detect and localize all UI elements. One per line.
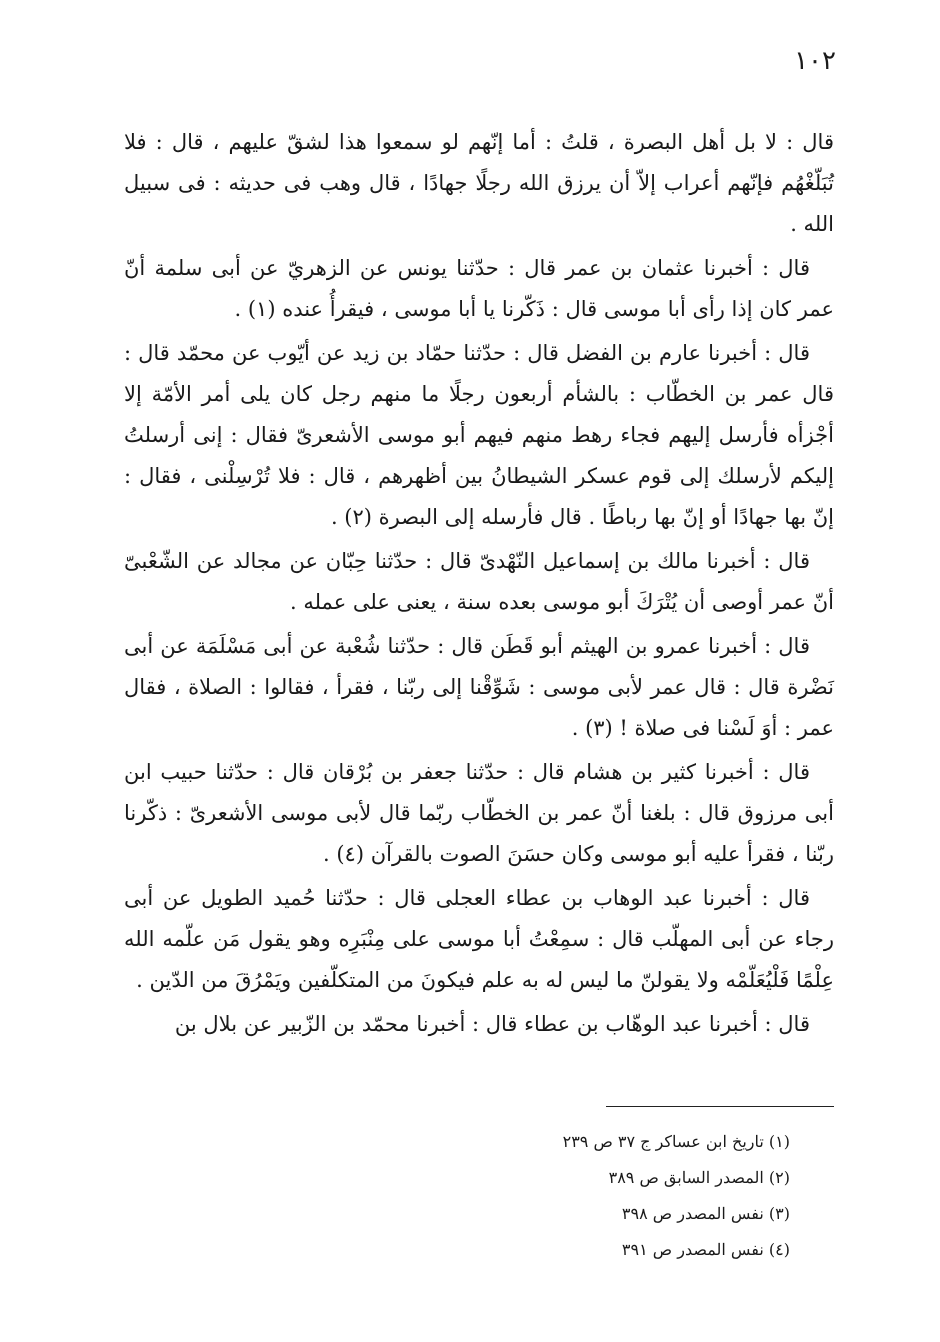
page-number: ١٠٢ (794, 46, 836, 76)
footnote-divider (606, 1106, 834, 1107)
footnote: (١) تاريخ ابن عساكر ج ٣٧ ص ٢٣٩ (562, 1132, 790, 1151)
paragraph: قال : أخبرنا عبد الوهاب بن عطاء العجلى قال : حدّثنا حُميد الطويل عن أبى رجاء عن أبى المهلّب قال : سمِعْتُ أبا موسى على مِنْبَرِه وهو يقول مَن علّمه الله عِلْمًا فَلْيُعَلّمْه ولا يقولنّ ما ليس له به علم فيكونَ من المتكلّفين ويَمْرُقَ من الدّين . (124, 886, 834, 992)
footnote: (٢) المصدر السابق ص ٣٨٩ (608, 1168, 790, 1187)
paragraph: قال : أخبرنا كثير بن هشام قال : حدّثنا جعفر بن بُرْقان قال : حدّثنا حبيب ابن أبى مرزوق قال : بلغنا أنّ عمر بن الخطّاب ربّما قال لأبى موسى الأشعرىّ : ذكّرنا ربّنا ، فقرأ عليه أبو موسى وكان حسَنَ الصوت بالقرآن (٤) . (124, 760, 834, 866)
footnote: (٤) نفس المصدر ص ٣٩١ (621, 1240, 790, 1259)
paragraph: قال : لا بل أهل البصرة ، قلتُ : أما إنّهم لو سمعوا هذا لشقّ عليهم ، قال : فلا تُبَلّغْهُم فإنّهم أعراب إلاّ أن يرزق الله رجلًا جهادًا ، قال وهب فى حديثه : فى سبيل الله . (124, 130, 834, 236)
paragraph: قال : أخبرنا عمرو بن الهيثم أبو قَطَن قال : حدّثنا شُعْبة عن أبى مَسْلَمَة عن أبى نَضْرة قال : قال عمر لأبى موسى : شَوِّقْنا إلى ربّنا ، فقرأ ، فقالوا : الصلاة ، فقال عمر : أوَ لَسْنا فى صلاة ! (٣) . (124, 634, 834, 740)
paragraph: قال : أخبرنا عبد الوهّاب بن عطاء قال : أخبرنا محمّد بن الزّبير عن بلال بن (174, 1012, 810, 1036)
paragraph: قال : أخبرنا مالك بن إسماعيل النّهْدىّ قال : حدّثنا حِبّان عن مجالد عن الشّعْبىّ أنّ عمر أوصى أن يُتْرَكَ أبو موسى بعده سنة ، يعنى على عمله . (124, 549, 834, 614)
main-text (124, 122, 834, 1048)
footnotes (390, 1124, 790, 1268)
paragraph: قال : أخبرنا عثمان بن عمر قال : حدّثنا يونس عن الزهريّ عن أبى سلمة أنّ عمر كان إذا رأى أبا موسى قال : ذَكّرنا يا أبا موسى ، فيقرأُ عنده (١) . (124, 256, 834, 321)
paragraph: قال : أخبرنا عارم بن الفضل قال : حدّثنا حمّاد بن زيد عن أيّوب عن محمّد قال : قال عمر بن الخطّاب : بالشأم أربعون رجلًا ما منهم رجل كان يلى أمر الأمّة إلا أجْزأه فأرسل إليهم فجاء رهط منهم فيهم أبو موسى الأشعرىّ فقال : إنى أرسلتُ إليكم لأرسلك إلى قوم عسكر الشيطانُ بين أظهرهم ، قال : فلا تُرْسِلْنى ، فقال : إنّ بها جهادًا أو إنّ بها رباطًا . قال فأرسله إلى البصرة (٢) . (124, 341, 834, 529)
footnote: (٣) نفس المصدر ص ٣٩٨ (621, 1204, 790, 1223)
